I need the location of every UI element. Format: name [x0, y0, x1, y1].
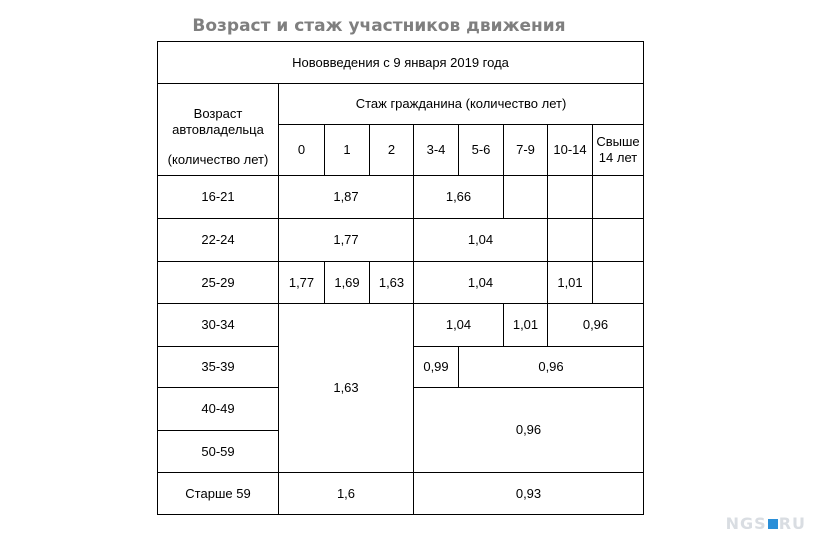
age-cell: 22-24: [158, 219, 279, 262]
table-row: [158, 262, 644, 304]
col-header-10-14: 10-14: [548, 125, 593, 176]
age-cell: 30-34: [158, 304, 279, 347]
value-cell: 1,01: [504, 304, 548, 347]
col-header-0: 0: [279, 125, 325, 176]
header-row-experience: [158, 84, 644, 125]
value-cell: 1,04: [414, 304, 504, 347]
col-header-over-14: Свыше 14 лет: [593, 125, 644, 176]
empty-cell: [593, 262, 644, 304]
empty-cell: [593, 219, 644, 262]
age-cell: 40-49: [158, 388, 279, 431]
value-cell: 0,93: [414, 473, 644, 515]
subtitle-cell: Нововведения с 9 января 2019 года: [158, 42, 644, 84]
chart-title: Возраст и стаж участников движения: [192, 16, 566, 36]
value-cell: 1,66: [414, 176, 504, 219]
value-cell: 1,69: [325, 262, 370, 304]
col-header-2: 2: [370, 125, 414, 176]
value-cell: 1,77: [279, 262, 325, 304]
value-cell: 0,96: [414, 388, 644, 473]
table-row: [158, 219, 644, 262]
col-header-7-9: 7-9: [504, 125, 548, 176]
value-cell: 1,77: [279, 219, 414, 262]
empty-cell: [548, 176, 593, 219]
value-cell: 1,01: [548, 262, 593, 304]
age-header-cell: [158, 84, 279, 176]
value-cell: 1,87: [279, 176, 414, 219]
watermark-square-icon: [768, 519, 778, 529]
value-cell: 1,63: [279, 304, 414, 473]
age-header-line3: (количество лет): [167, 151, 269, 167]
value-cell: 0,96: [548, 304, 644, 347]
header-row-subtitle: [158, 42, 644, 84]
age-cell: 50-59: [158, 431, 279, 473]
ngs-watermark-logo: [726, 514, 806, 533]
col-header-5-6: 5-6: [459, 125, 504, 176]
watermark-right: RU: [778, 514, 806, 533]
experience-header-cell: Стаж гражданина (количество лет): [279, 84, 644, 125]
col-header-1: 1: [325, 125, 370, 176]
value-cell: 1,63: [370, 262, 414, 304]
value-cell: 1,04: [414, 219, 548, 262]
age-cell: Старше 59: [158, 473, 279, 515]
age-header-line1: Возраст: [193, 105, 243, 121]
age-header-line2: автовладельца: [172, 121, 264, 137]
value-cell: 0,96: [459, 347, 644, 388]
age-cell: 16-21: [158, 176, 279, 219]
table-row: [158, 473, 644, 515]
empty-cell: [504, 176, 548, 219]
age-cell: 25-29: [158, 262, 279, 304]
value-cell: 1,04: [414, 262, 548, 304]
kbm-table: [157, 41, 644, 515]
empty-cell: [593, 176, 644, 219]
age-cell: 35-39: [158, 347, 279, 388]
empty-cell: [548, 219, 593, 262]
table-row: [158, 176, 644, 219]
value-cell: 0,99: [414, 347, 459, 388]
value-cell: 1,6: [279, 473, 414, 515]
table-row: [158, 304, 644, 347]
col-header-3-4: 3-4: [414, 125, 459, 176]
watermark-left: NGS: [725, 514, 767, 533]
